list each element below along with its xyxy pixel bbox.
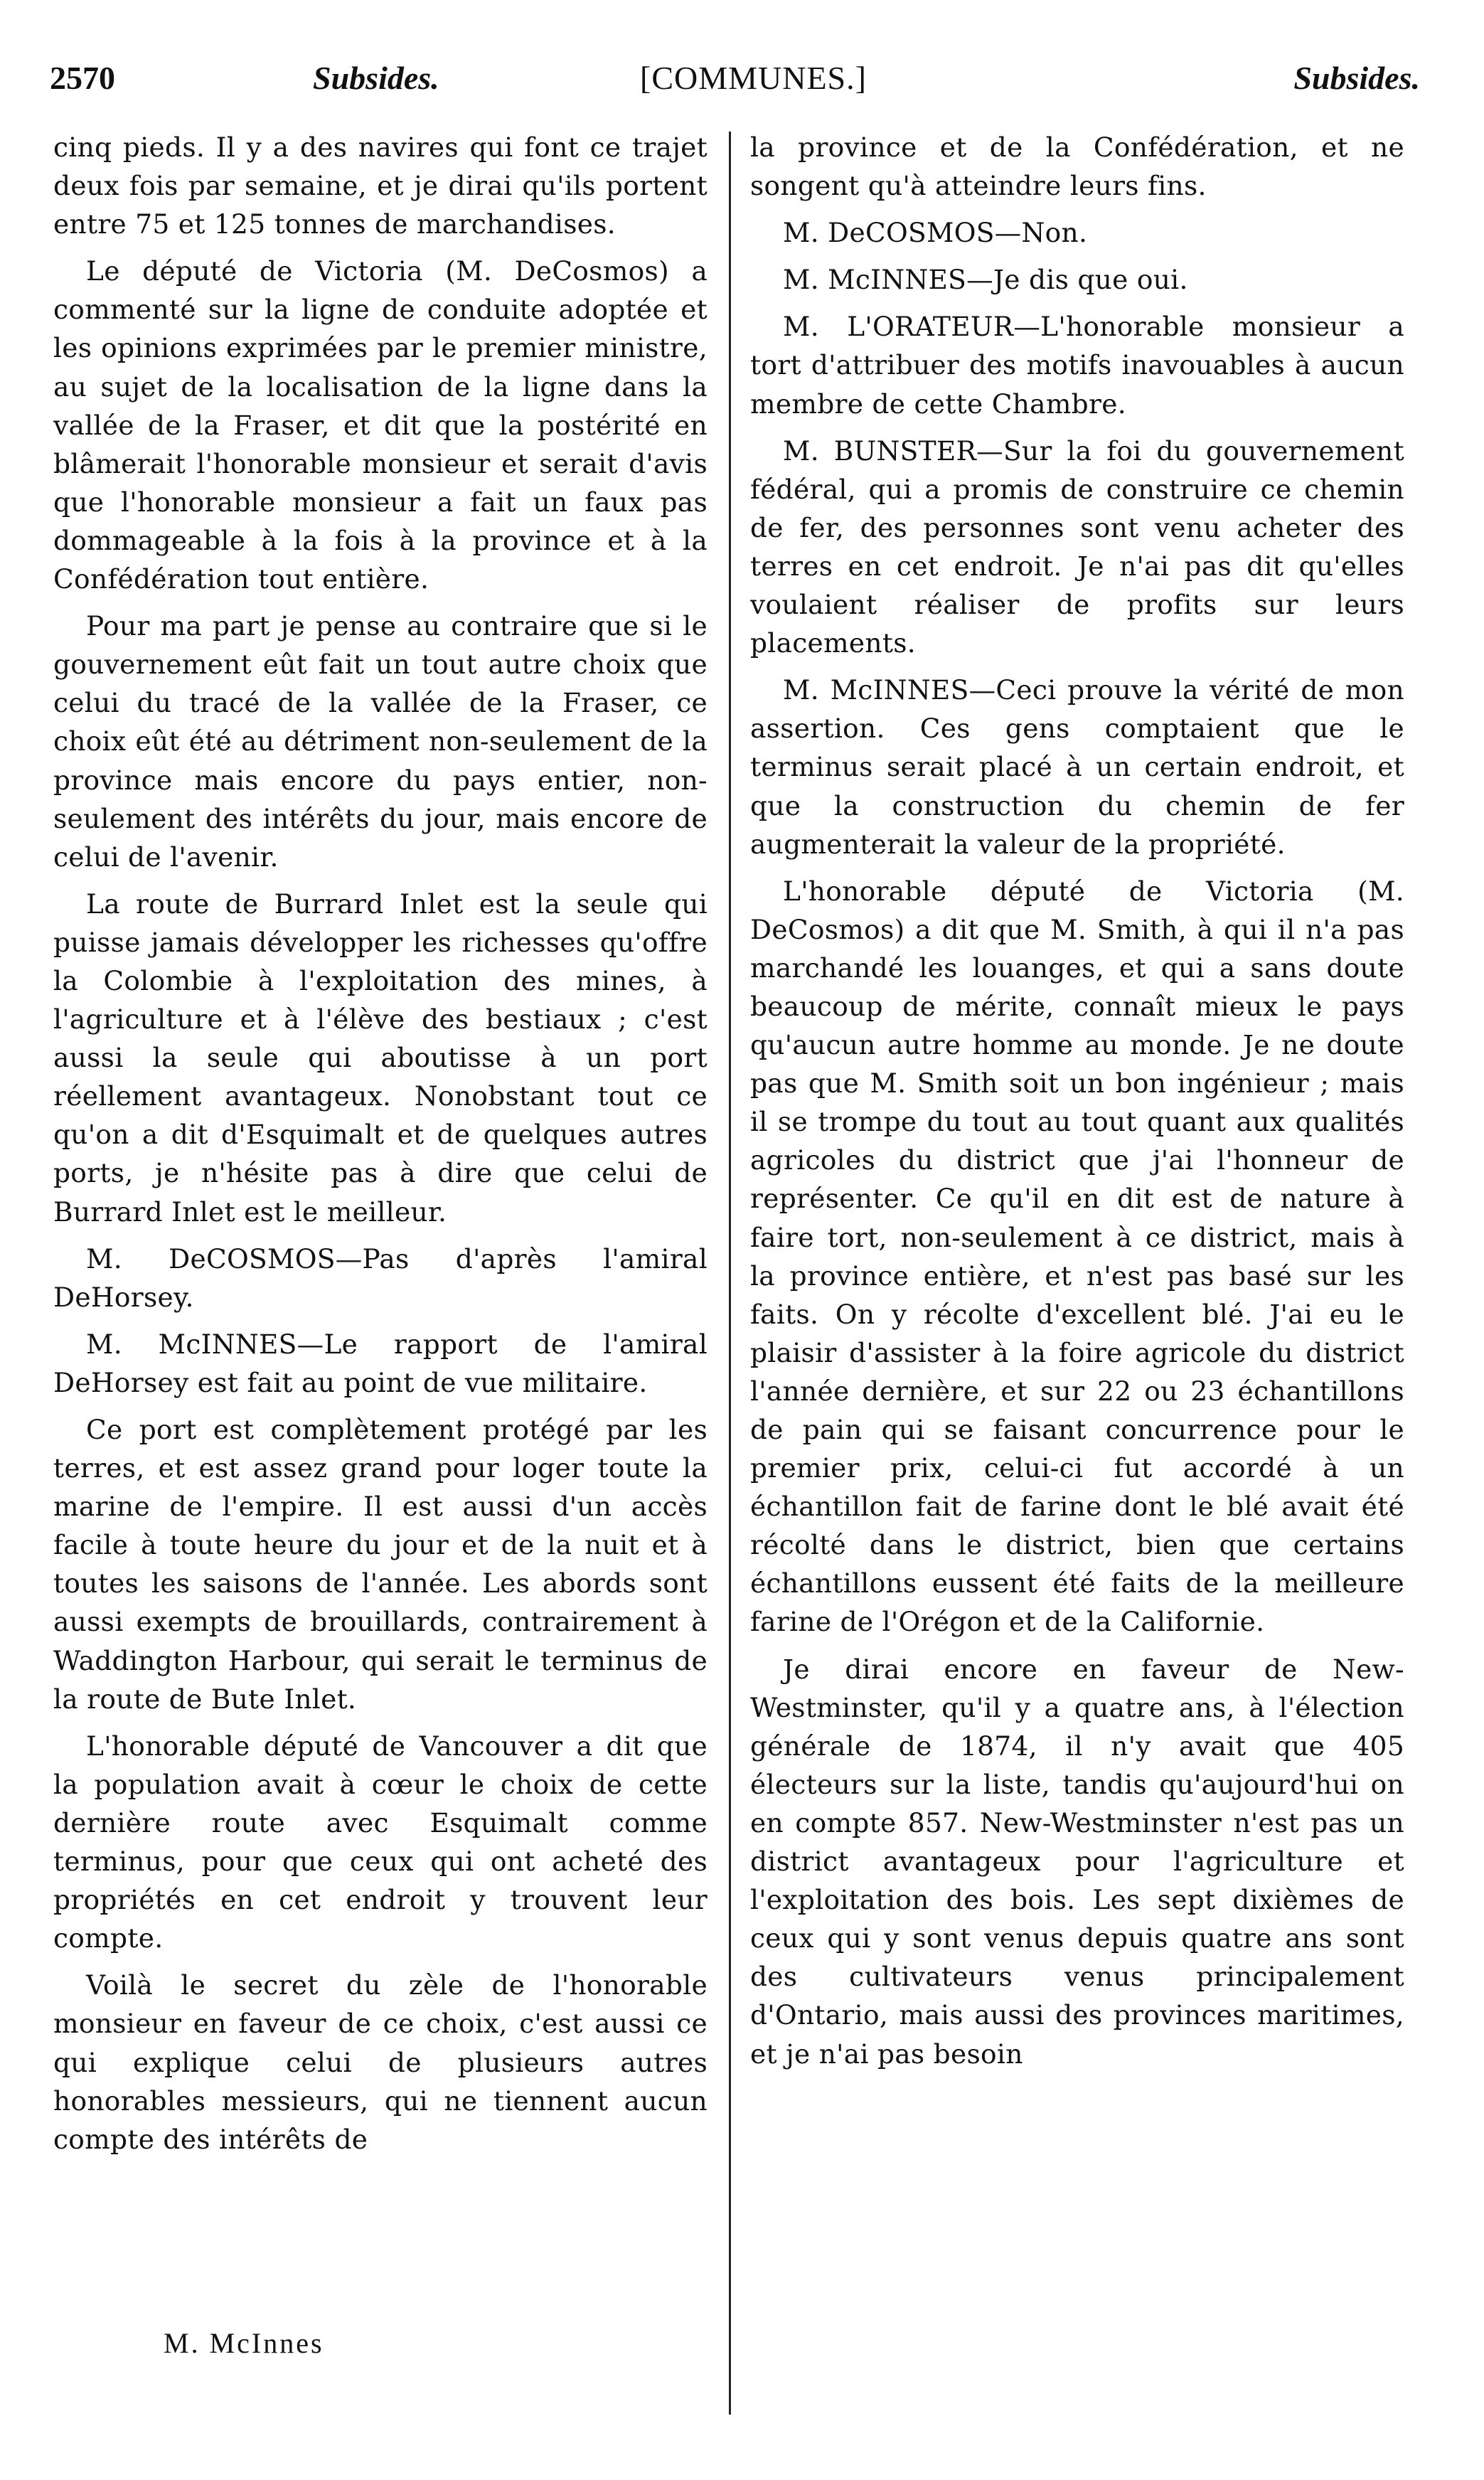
- column-divider: [729, 132, 731, 2415]
- paragraph: Ce port est complètement protégé par les terres, et est assez grand pour loger toute la marine de l'empire. Il est aussi d'un accès facile à toute heure du jour et de la nuit et à toutes les saisons de l'année. Les abords sont aussi exempts de brouillards, contrairement à Waddington Harbour, qui serait le terminus de la route de Bute Inlet.: [53, 1414, 708, 1715]
- paragraph: Je dirai encore en faveur de New-Westminster, qu'il y a quatre ans, à l'élection générale de 1874, il n'y avait que 405 électeurs sur la liste, tandis qu'aujourd'hui on en compte 857. New-Westminster n'est pas un district avantageux pour l'agriculture et l'exploitation des bois. Les sept dixièmes de ceux qui y sont venus depuis quatre ans sont des cultivateurs venus principalement d'Ontario, mais aussi des provinces maritimes, et je n'ai pas besoin: [750, 1653, 1404, 2070]
- paragraph: M. L'ORATEUR—L'honorable monsieur a tort d'attribuer des motifs inavouables à aucun membre de cette Chambre.: [750, 311, 1404, 420]
- paragraph: L'honorable député de Victoria (M. DeCosmos) a dit que M. Smith, à qui il n'a pas marchandé les louanges, et qui a sans doute beaucoup de mérite, connaît mieux le pays qu'aucun autre homme au monde. Je ne doute pas que M. Smith soit un bon ingénieur ; mais il se trompe du tout au tout quant aux qualités agricoles du district que j'ai l'honneur de représenter. Ce qu'il en dit est de nature à faire tort, non-seulement à ce district, mais à la province entière, et n'est pas basé sur les faits. On y récolte d'excellent blé. J'ai eu le plaisir d'assister à la foire agricole du district l'année dernière, et sur 22 ou 23 échantillons de pain qui se faisant concurrence pour le premier prix, celui-ci fut accordé à un échantillon fait de farine dont le blé avait été récolté dans le district, bien que certains échantillons eussent été faits de la meilleure farine de l'Orégon et de la Californie.: [750, 875, 1404, 1638]
- paragraph: Le député de Victoria (M. DeCosmos) a commenté sur la ligne de conduite adoptée et les opinions exprimées par le premier ministre, au sujet de la localisation de la ligne dans la vallée de la Fraser, et dit que la postérité en blâmerait l'honorable monsieur et serait d'avis que l'honorable monsieur a fait un faux pas dommageable à la fois à la province et à la Confédération tout entière.: [53, 255, 708, 595]
- paragraph: M. DeCOSMOS—Pas d'après l'amiral DeHorsey.: [53, 1242, 708, 1313]
- left-text-column: [53, 128, 708, 2290]
- paragraph: L'honorable député de Vancouver a dit que la population avait à cœur le choix de cette dernière route avec Esquimalt comme terminus, pour que ceux qui ont acheté des propriétés en cet endroit y trouvent leur compte.: [53, 1730, 708, 1954]
- paragraph: M. BUNSTER—Sur la foi du gouvernement fédéral, qui a promis de construire ce chemin de fer, des personnes sont venu acheter des terres en cet endroit. Je n'ai pas dit qu'elles voulaient réaliser de profits sur leurs placements.: [750, 435, 1404, 659]
- header-right-title: Subsides.: [1293, 60, 1420, 96]
- paragraph: M. McINNES—Le rapport de l'amiral DeHorsey est fait au point de vue militaire.: [53, 1328, 708, 1398]
- paragraph: M. McINNES—Je dis que oui.: [783, 264, 1188, 296]
- paragraph: M. McINNES—Ceci prouve la vérité de mon assertion. Ces gens comptaient que le terminus serait placé à un certain endroit, et que la construction du chemin de fer augmenterait la valeur de la propriété.: [750, 674, 1404, 860]
- paragraph: cinq pieds. Il y a des navires qui font ce trajet deux fois par semaine, et je dirai qu'ils portent entre 75 et 125 tonnes de marchandises.: [53, 132, 708, 240]
- header-center-title: [COMMUNES.]: [640, 60, 867, 96]
- paragraph: La route de Burrard Inlet est la seule qui puisse jamais développer les richesses qu'offre la Colombie à l'exploitation des mines, à l'agriculture et à l'élève des bestiaux ; c'est aussi la seule qui aboutisse à un port réellement avantageux. Nonobstant tout ce qu'on a dit d'Esquimalt et de quelques autres ports, je n'hésite pas à dire que celui de Burrard Inlet est le meilleur.: [53, 888, 708, 1228]
- header-left-title: Subsides.: [313, 60, 439, 96]
- right-text-column: [750, 128, 1404, 2290]
- paragraph: M. DeCOSMOS—Non.: [783, 217, 1088, 249]
- catchword: M. McInnes: [164, 2327, 324, 2359]
- paragraph: Pour ma part je pense au contraire que si le gouvernement eût fait un tout autre choix que celui du tracé de la vallée de la Fraser, ce choix eût été au détriment non-seulement de la province mais encore du pays entier, non-seulement des intérêts du jour, mais encore de celui de l'avenir.: [53, 610, 708, 873]
- running-header: [43, 50, 1441, 107]
- page-number: 2570: [50, 60, 115, 96]
- paragraph: la province et de la Confédération, et ne songent qu'à atteindre leurs fins.: [750, 132, 1404, 202]
- paragraph: Voilà le secret du zèle de l'honorable monsieur en faveur de ce choix, c'est aussi ce qui explique celui de plusieurs autres honorables messieurs, qui ne tiennent aucun compte des intérêts de: [53, 1969, 708, 2155]
